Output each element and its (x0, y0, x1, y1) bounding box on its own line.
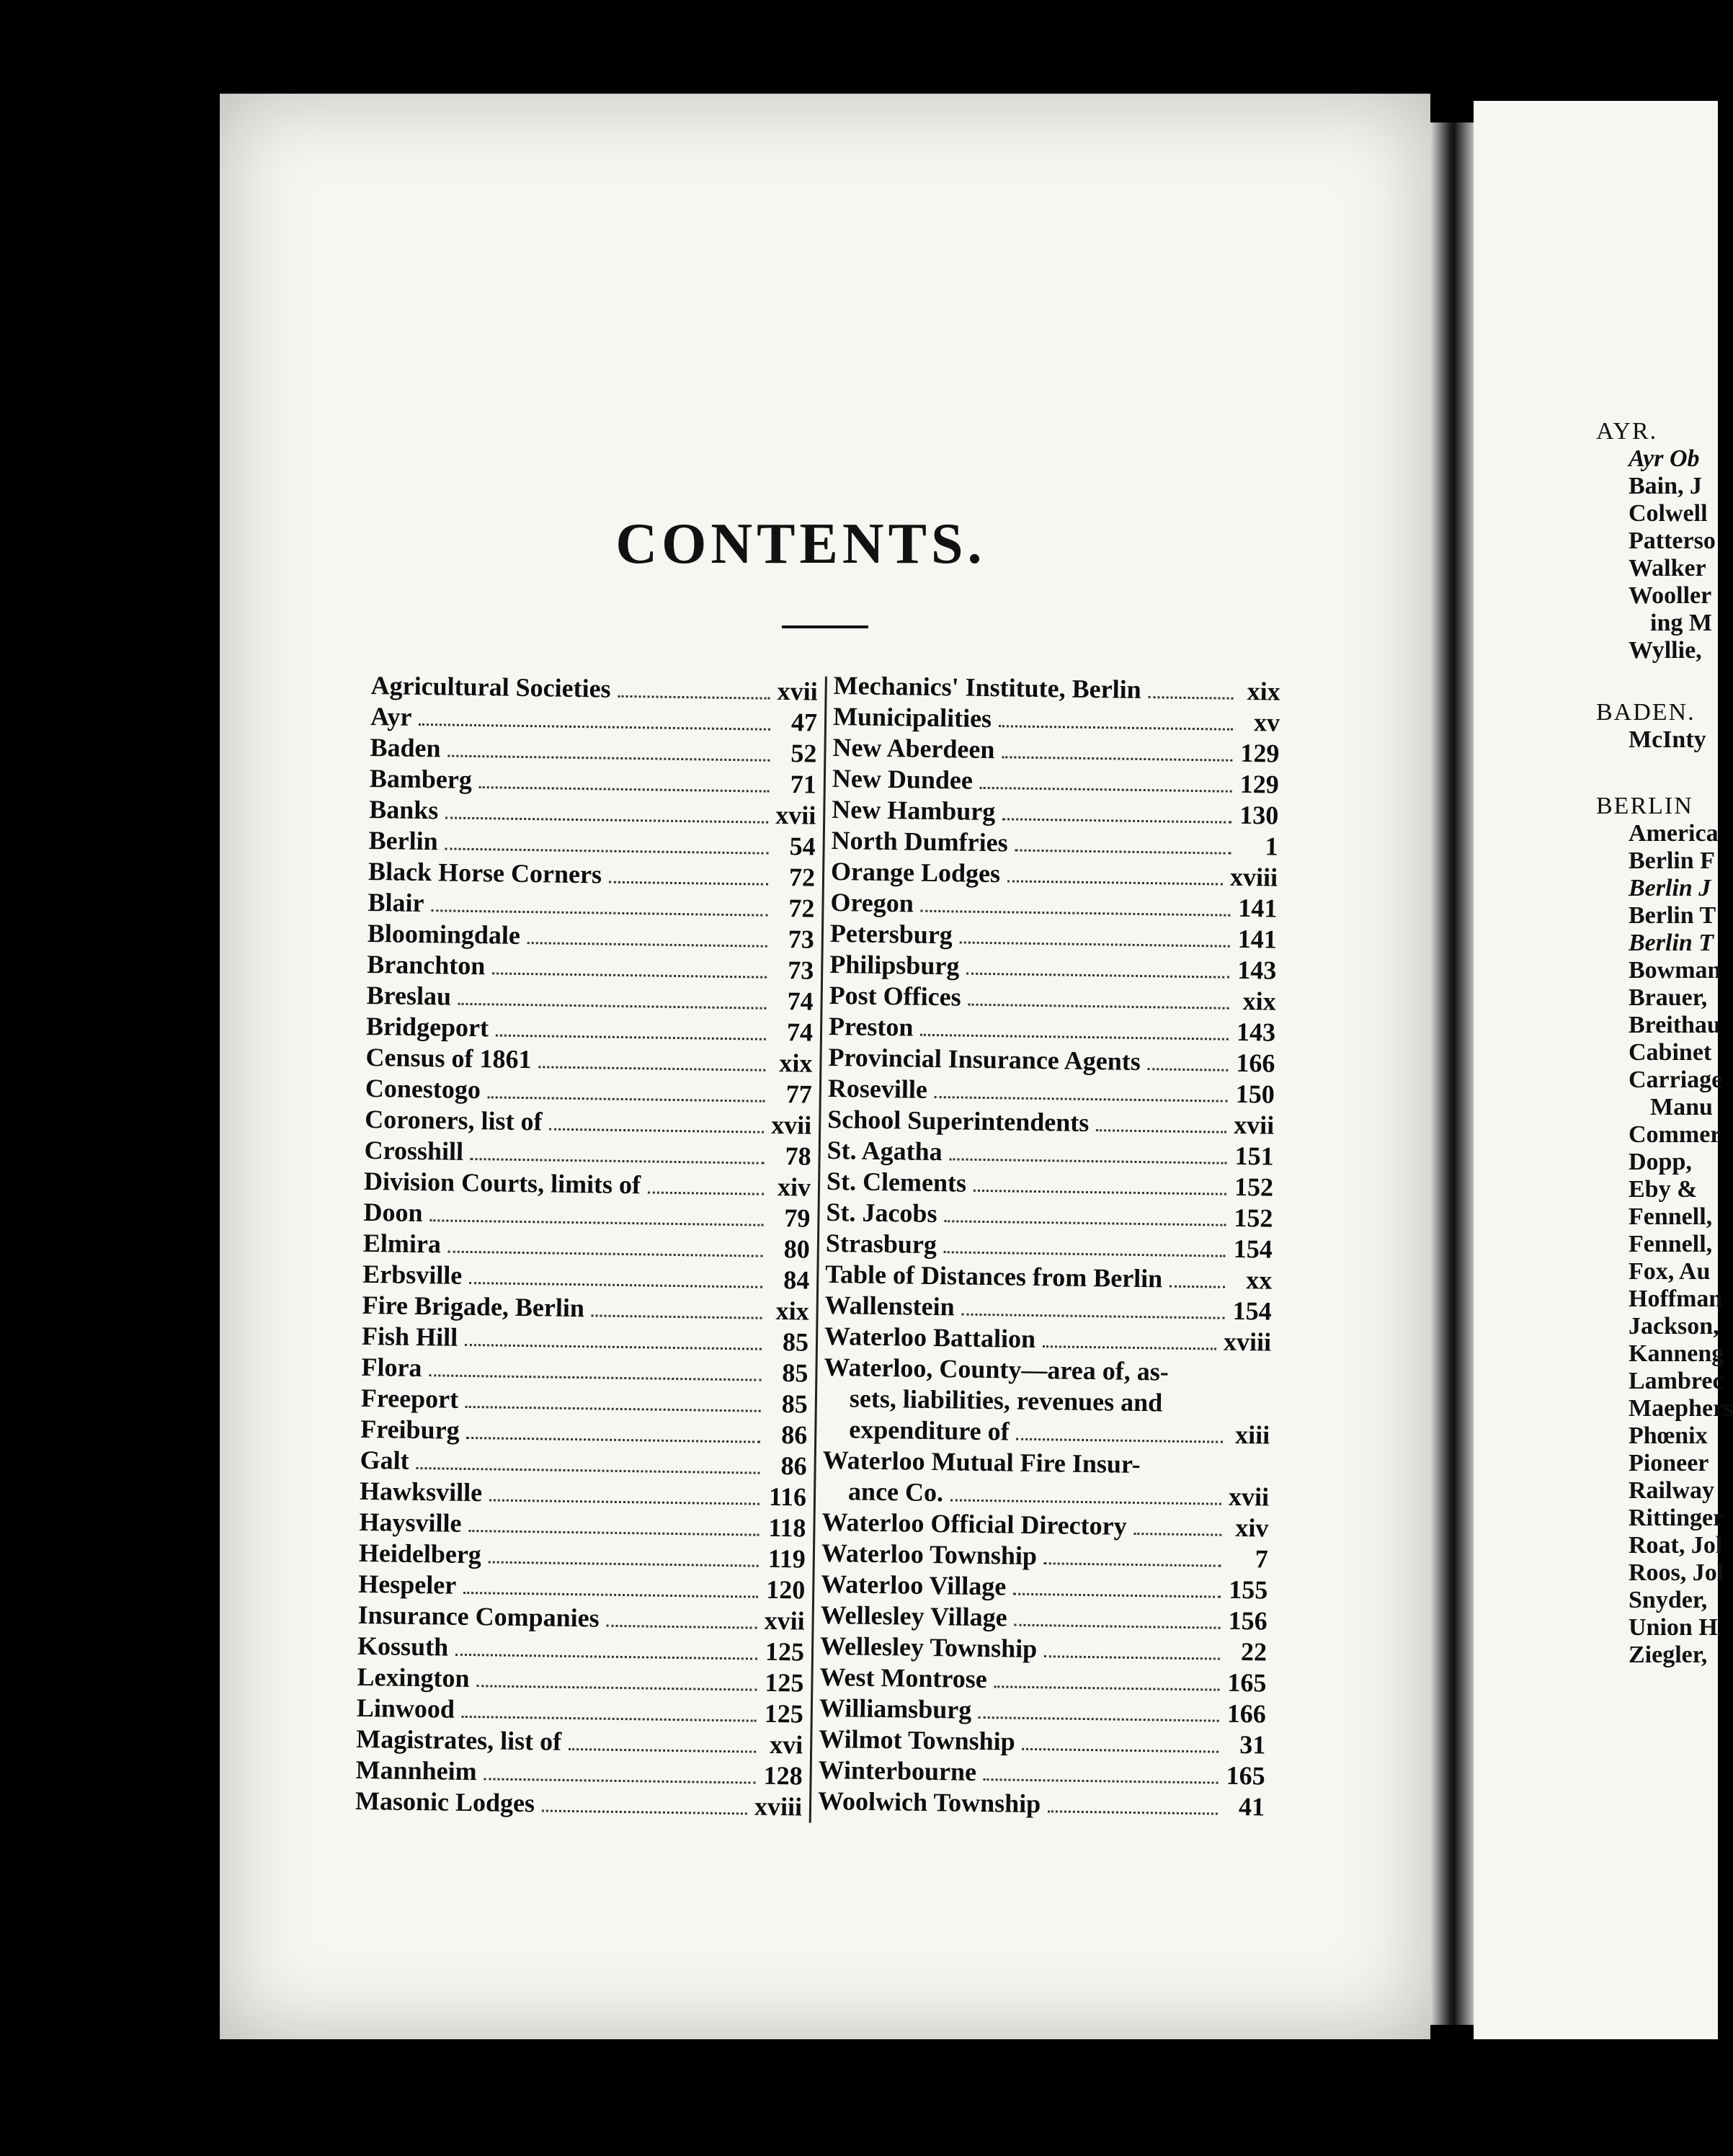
dot-leader (1014, 1624, 1220, 1629)
facing-page-line: Commer (1629, 1121, 1721, 1148)
dot-leader (1023, 1748, 1219, 1753)
page-title: CONTENTS. (615, 512, 986, 576)
entry-name: Ayr (370, 701, 412, 731)
book-gutter (1430, 122, 1474, 2025)
entry-name: Wellesley Village (820, 1600, 1007, 1632)
dot-leader (1016, 1438, 1223, 1443)
entry-name: Freiburg (360, 1414, 460, 1445)
entry-page: 86 (780, 1451, 807, 1481)
entry-page: 154 (1233, 1234, 1273, 1264)
facing-page-line: Lambrec (1629, 1368, 1724, 1394)
dot-leader (1133, 1533, 1221, 1536)
entry-page: xvii (1228, 1482, 1270, 1512)
facing-page-line: Rittinger (1629, 1505, 1724, 1531)
dot-leader (489, 1499, 759, 1505)
entry-name: Preston (828, 1011, 914, 1042)
entry-name: Mannheim (355, 1755, 477, 1786)
entry-name: Bloomingdale (367, 918, 521, 950)
entry-name: Linwood (356, 1693, 455, 1724)
entry-name: Strasburg (825, 1228, 937, 1260)
entry-page: 77 (785, 1079, 813, 1109)
entry-name: Orange Lodges (830, 856, 1001, 888)
facing-page-line: Bain, J (1629, 473, 1703, 499)
entry-page: xiv (1235, 1513, 1269, 1543)
entry-name: Insurance Companies (357, 1600, 600, 1633)
facing-page-line: Roat, Jol (1629, 1532, 1723, 1559)
facing-page-line: Roos, Jol (1629, 1559, 1724, 1586)
dot-leader (471, 1158, 765, 1164)
entry-page: 152 (1234, 1203, 1273, 1233)
entry-page: xiii (1234, 1420, 1270, 1450)
entry-name: Conestogo (365, 1073, 481, 1105)
dot-leader (462, 1716, 757, 1722)
entry-name: Municipalities (832, 701, 992, 734)
entry-page: xvii (764, 1605, 805, 1636)
dot-leader (648, 1191, 764, 1195)
entry-name: Baden (370, 732, 441, 763)
entry-page: 78 (785, 1141, 811, 1171)
entry-name: Williamsburg (819, 1693, 972, 1724)
dot-leader (950, 1499, 1221, 1505)
entry-name: Galt (360, 1445, 409, 1475)
entry-name: Table of Distances from Berlin (825, 1259, 1163, 1293)
entry-page: 80 (783, 1234, 811, 1264)
entry-page: xix (779, 1048, 813, 1078)
dot-leader (549, 1128, 764, 1133)
facing-page-line: Brauer, (1629, 984, 1708, 1011)
facing-page-line: Maephers (1629, 1395, 1733, 1422)
entry-name: Hawksville (359, 1476, 483, 1507)
entry-page: 166 (1226, 1698, 1267, 1729)
facing-page-line: Manu (1650, 1094, 1713, 1121)
dot-leader (999, 725, 1233, 731)
facing-page-line: Wyllie, (1629, 637, 1702, 664)
entry-name: Wallenstein (824, 1290, 955, 1322)
facing-page-line: Fox, Au (1629, 1258, 1711, 1285)
dot-leader (419, 723, 770, 731)
entry-page: 154 (1232, 1296, 1272, 1326)
entry-page: 116 (768, 1482, 807, 1512)
entry-name: Doon (363, 1197, 423, 1228)
dot-leader (1007, 880, 1223, 885)
facing-page-line: America (1629, 820, 1719, 847)
dot-leader (496, 1034, 766, 1040)
facing-page-line: BADEN. (1596, 699, 1696, 726)
dot-leader (984, 1778, 1219, 1784)
entry-name: Masonic Lodges (355, 1786, 535, 1818)
entry-name: Lexington (357, 1662, 470, 1693)
entry-name: Coroners, list of (365, 1104, 543, 1136)
entry-page: 129 (1240, 738, 1280, 768)
facing-page-line: Berlin F (1629, 847, 1715, 874)
entry-page: 130 (1239, 800, 1279, 830)
entry-page: xviii (1223, 1327, 1272, 1357)
contents-entry (823, 1352, 1271, 1451)
contents-entry (368, 856, 816, 894)
entry-name: Roseville (827, 1073, 928, 1104)
entry-name-cont: sets, liabilities, revenues and (849, 1384, 1163, 1417)
entry-name: Fish Hill (361, 1321, 458, 1352)
facing-page-line: ing M (1650, 610, 1712, 636)
entry-page: 156 (1228, 1605, 1268, 1636)
dot-leader (465, 1344, 762, 1350)
dot-leader (538, 1066, 765, 1071)
dot-leader (966, 973, 1229, 979)
entry-page: xiv (777, 1172, 811, 1202)
dot-leader (476, 1685, 757, 1690)
dot-leader (1015, 850, 1231, 855)
entry-page: 119 (767, 1544, 806, 1574)
dot-leader (607, 1625, 757, 1629)
facing-page-line: Dopp, (1629, 1149, 1692, 1175)
facing-page-line: Phœnix (1629, 1422, 1708, 1449)
dot-leader (950, 1158, 1227, 1164)
dot-leader (489, 1561, 759, 1567)
entry-page: 72 (788, 894, 815, 923)
dot-leader (1013, 1593, 1221, 1598)
entry-name: Black Horse Corners (367, 856, 602, 889)
entry-page: 143 (1236, 1017, 1276, 1047)
dot-leader (960, 941, 1230, 947)
entry-page: 152 (1234, 1172, 1274, 1202)
contents-column-left (355, 670, 827, 1823)
entry-name: New Dundee (832, 763, 974, 795)
facing-page-line: Wooller (1629, 582, 1712, 609)
facing-page-line: Walker (1629, 555, 1706, 582)
entry-name: Waterloo, County—area of, as- (824, 1352, 1170, 1386)
facing-page-line: Snyder, (1629, 1587, 1708, 1613)
entry-page: 85 (781, 1389, 808, 1419)
entry-page: 86 (780, 1420, 808, 1450)
entry-page: 85 (782, 1358, 808, 1388)
entry-page: 1 (1265, 832, 1278, 861)
contents-entry (818, 1786, 1265, 1823)
dot-leader (466, 1437, 760, 1443)
entry-page: xvii (775, 800, 816, 830)
entry-page: 31 (1239, 1730, 1266, 1760)
entry-name: Division Courts, limits of (363, 1166, 641, 1200)
entry-name: New Aberdeen (832, 732, 995, 765)
entry-page: 52 (790, 739, 817, 768)
dot-leader (463, 1592, 758, 1598)
facing-page-line: Pioneer (1629, 1450, 1709, 1476)
entry-name: Crosshill (364, 1135, 464, 1166)
dot-leader (1148, 696, 1233, 700)
entry-name: Woolwich Township (817, 1786, 1041, 1819)
dot-leader (448, 1251, 763, 1257)
entry-name: Winterbourne (818, 1755, 977, 1786)
dot-leader (962, 1314, 1225, 1319)
entry-page: 120 (765, 1574, 806, 1605)
dot-leader (618, 695, 770, 700)
facing-page-line: Ayr Ob (1629, 445, 1700, 472)
entry-page: 7 (1255, 1544, 1269, 1574)
dot-leader (968, 1004, 1229, 1010)
entry-page: xix (775, 1296, 809, 1326)
facing-page-line: Cabinet (1629, 1039, 1712, 1066)
dot-leader (445, 816, 768, 823)
dot-leader (458, 1003, 767, 1010)
contents-entry (370, 670, 818, 708)
entry-name: West Montrose (819, 1662, 988, 1694)
dot-leader (1096, 1129, 1226, 1133)
dot-leader (980, 787, 1232, 793)
dot-leader (920, 1034, 1229, 1041)
entry-page: 165 (1227, 1667, 1267, 1698)
dot-leader (1043, 1345, 1216, 1350)
entry-page: 118 (768, 1513, 806, 1543)
dot-leader (429, 1219, 763, 1226)
entry-page: xviii (754, 1791, 803, 1822)
entry-page: xvi (769, 1729, 803, 1760)
entry-name: Elmira (362, 1228, 442, 1259)
dot-leader (431, 909, 767, 917)
dot-leader (469, 1282, 762, 1288)
contents-entry (364, 1166, 811, 1203)
entry-name: Freeport (360, 1383, 459, 1414)
entry-page: 128 (763, 1760, 803, 1791)
facing-page-line: Ziegler, (1629, 1642, 1708, 1668)
entry-page: 150 (1235, 1079, 1275, 1109)
contents-entry (355, 1786, 803, 1823)
dot-leader (935, 1096, 1228, 1102)
entry-name: Waterloo Village (821, 1569, 1007, 1601)
entry-name: Banks (369, 794, 439, 825)
facing-page-line: Breithau (1629, 1012, 1721, 1038)
entry-name-cont: expenditure of (849, 1415, 1010, 1446)
entry-name: Bridgeport (365, 1011, 489, 1043)
entry-page: 54 (789, 832, 816, 861)
entry-name: Petersburg (829, 918, 953, 950)
entry-page: 166 (1236, 1048, 1275, 1078)
facing-page-line: Patterso (1629, 527, 1716, 554)
entry-name: Fire Brigade, Berlin (362, 1290, 585, 1323)
dot-leader (445, 847, 769, 854)
dot-leader (542, 1809, 747, 1814)
facing-page-line: Kanneng (1629, 1340, 1724, 1367)
entry-name: Waterloo Official Directory (821, 1507, 1127, 1541)
dot-leader (921, 910, 1231, 917)
entry-name: Waterloo Township (821, 1538, 1038, 1571)
facing-page-line: Hoffman (1629, 1286, 1723, 1312)
entry-page: 72 (788, 863, 816, 892)
entry-page: 22 (1240, 1637, 1268, 1667)
entry-page: 165 (1226, 1760, 1265, 1791)
dot-leader (1170, 1286, 1225, 1288)
entry-page: 41 (1238, 1792, 1265, 1822)
facing-page-line: Eby & (1629, 1176, 1698, 1203)
entry-name: Waterloo Battalion (824, 1321, 1036, 1353)
entry-page: xvii (777, 676, 818, 706)
entry-page: 85 (782, 1327, 809, 1357)
entry-page: 141 (1237, 924, 1278, 954)
dot-leader (468, 1530, 759, 1536)
facing-page-fragment (1474, 101, 1733, 2039)
entry-page: xvii (770, 1110, 812, 1140)
entry-name: Haysville (359, 1507, 462, 1538)
entry-name: Agricultural Societies (370, 670, 611, 703)
dot-leader (1044, 1655, 1220, 1660)
entry-page: xvii (1233, 1110, 1275, 1140)
facing-page-line: Colwell (1629, 500, 1708, 527)
entry-name: Bamberg (369, 763, 473, 794)
facing-page-line: Fennell, (1629, 1231, 1713, 1257)
entry-name: Wilmot Township (819, 1724, 1016, 1756)
dot-leader (944, 1251, 1226, 1257)
dot-leader (479, 786, 770, 793)
dot-leader (455, 1654, 757, 1660)
entry-page: 74 (786, 1017, 814, 1047)
dot-leader (979, 1716, 1219, 1722)
entry-page: xv (1253, 708, 1280, 737)
contents-entry (822, 1445, 1270, 1513)
facing-page-line: BERLIN (1596, 793, 1693, 819)
entry-name: Berlin (368, 825, 438, 856)
facing-page-line: Berlin J (1629, 875, 1711, 901)
entry-name: Post Offices (829, 980, 961, 1012)
dot-leader (429, 1374, 761, 1381)
entry-name: Blair (367, 887, 424, 918)
entry-page: 155 (1228, 1574, 1268, 1605)
entry-page: 125 (765, 1636, 805, 1667)
dot-leader (484, 1778, 756, 1783)
entry-page: 125 (764, 1698, 804, 1729)
dot-leader (465, 1406, 761, 1412)
entry-page: 143 (1237, 955, 1277, 985)
entry-name: Heidelberg (358, 1538, 482, 1569)
facing-page-line: AYR. (1596, 418, 1658, 445)
entry-name: Provincial Insurance Agents (828, 1042, 1141, 1076)
contents-page (220, 94, 1430, 2039)
dot-leader (447, 754, 770, 761)
dot-leader (416, 1467, 760, 1474)
title-rule (782, 625, 868, 628)
entry-name: Oregon (830, 887, 914, 918)
facing-page-line: Union H (1629, 1614, 1718, 1641)
dot-leader (1002, 756, 1232, 761)
entry-page: 151 (1234, 1141, 1274, 1171)
dot-leader (609, 881, 768, 886)
entry-name: Mechanics' Institute, Berlin (833, 670, 1141, 704)
entry-name: Breslau (366, 980, 452, 1011)
entry-page: 74 (787, 986, 814, 1016)
entry-page: 47 (790, 708, 818, 737)
dot-leader (592, 1314, 762, 1319)
dot-leader (1002, 818, 1231, 823)
contents-entry (362, 1321, 809, 1358)
entry-name: Branchton (367, 949, 486, 981)
facing-page-line: McInty (1629, 726, 1706, 753)
entry-name: New Hamburg (832, 794, 996, 827)
entry-name: Flora (361, 1352, 422, 1383)
facing-page-line: Berlin T (1629, 930, 1714, 956)
dot-leader (994, 1685, 1220, 1690)
facing-page-line: Fennell, (1629, 1203, 1713, 1230)
entry-page: xix (1247, 677, 1280, 706)
entry-page: 79 (784, 1203, 811, 1233)
entry-name-cont: ance Co. (847, 1476, 944, 1507)
entry-name: Wellesley Township (819, 1631, 1038, 1664)
dot-leader (1048, 1810, 1218, 1814)
facing-page-line: Railway (1629, 1477, 1714, 1504)
entry-page: xviii (1229, 862, 1278, 892)
entry-name: Philipsburg (829, 949, 960, 981)
entry-page: 125 (765, 1667, 804, 1698)
contents-entry (360, 1414, 808, 1451)
dot-leader (1044, 1562, 1221, 1567)
entry-name: Erbsville (362, 1259, 463, 1290)
dot-leader (492, 972, 767, 978)
facing-page-line: Carriage (1629, 1066, 1723, 1093)
entry-page: 73 (787, 956, 814, 985)
entry-name: Kossuth (357, 1631, 449, 1662)
facing-page-line: Berlin T (1629, 902, 1716, 929)
entry-name: North Dumfries (831, 825, 1008, 858)
entry-page: xix (1242, 986, 1276, 1016)
dot-leader (527, 942, 767, 948)
dot-leader (1148, 1068, 1229, 1072)
entry-name: St. Jacobs (826, 1197, 937, 1229)
entry-name: St. Clements (826, 1166, 967, 1198)
dot-leader (974, 1190, 1226, 1195)
entry-name: Hespeler (358, 1569, 457, 1600)
dot-leader (569, 1748, 756, 1753)
entry-name: Waterloo Mutual Fire Insur- (822, 1445, 1141, 1479)
dot-leader (944, 1220, 1226, 1226)
entry-name: St. Agatha (827, 1135, 943, 1167)
entry-page: 73 (788, 925, 815, 954)
entry-name: Magistrates, list of (356, 1724, 562, 1756)
entry-name: Census of 1861 (365, 1042, 532, 1074)
entry-page: xx (1245, 1265, 1273, 1295)
facing-page-line: Bowman (1629, 957, 1721, 984)
facing-page-line: Jackson, (1629, 1313, 1719, 1340)
contents-column-right (818, 670, 1288, 1823)
entry-page: 129 (1239, 769, 1280, 799)
entry-page: 71 (790, 770, 817, 799)
entry-name: School Superintendents (827, 1104, 1090, 1138)
entry-page: 141 (1238, 893, 1278, 923)
entry-page: 84 (783, 1265, 810, 1295)
dot-leader (488, 1096, 765, 1102)
